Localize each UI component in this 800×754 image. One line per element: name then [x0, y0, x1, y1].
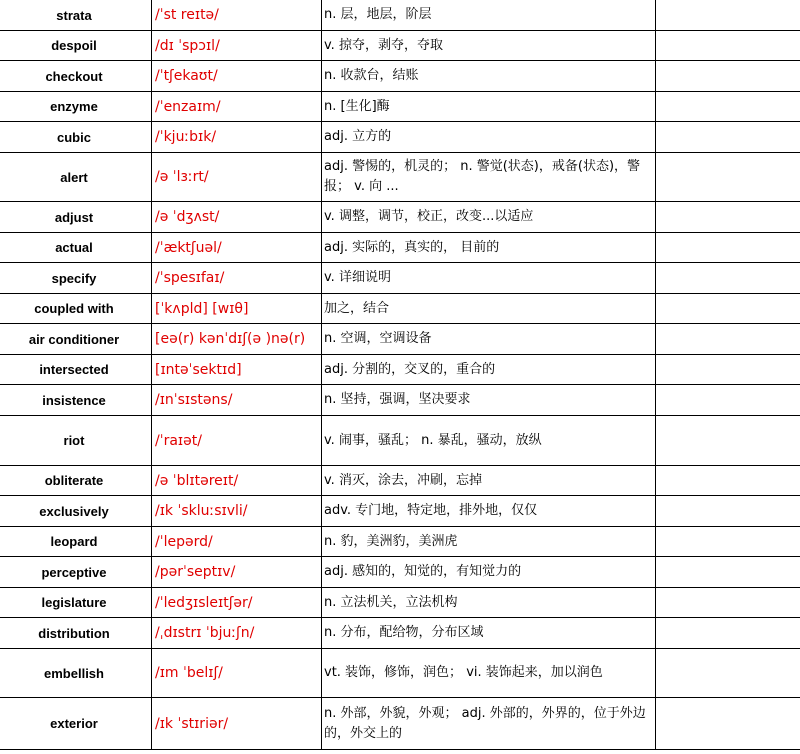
phonetic-cell: /ˌdɪstrɪ ˈbjuːʃn/ [152, 618, 322, 649]
definition-cell: 加之，结合 [322, 294, 656, 324]
empty-cell [656, 385, 800, 416]
phonetic-cell: /dɪ ˈspɔɪl/ [152, 31, 322, 61]
vocab-row [0, 557, 800, 588]
empty-cell [656, 416, 800, 466]
word-cell: insistence [0, 385, 152, 416]
definition-cell: v. 调整，调节，校正，改变...以适应 [322, 202, 656, 233]
word-cell: legislature [0, 588, 152, 618]
vocab-row [0, 324, 800, 355]
definition-cell: n. [生化]酶 [322, 92, 656, 122]
empty-cell [656, 496, 800, 527]
definition-cell: adj. 立方的 [322, 122, 656, 153]
empty-cell [656, 92, 800, 122]
phonetic-cell: /ˈledʒɪsleɪtʃər/ [152, 588, 322, 618]
definition-cell: n. 外部，外貌，外观； adj. 外部的，外界的，位于外边的，外交上的 [322, 698, 656, 750]
phonetic-cell: /ɪk ˈstɪriər/ [152, 698, 322, 750]
empty-cell [656, 233, 800, 263]
vocab-row [0, 233, 800, 263]
vocab-row [0, 294, 800, 324]
empty-cell [656, 122, 800, 153]
phonetic-cell: /ˈæktʃuəl/ [152, 233, 322, 263]
phonetic-cell: /ˈraɪət/ [152, 416, 322, 466]
phonetic-cell: /ə ˈlɜːrt/ [152, 153, 322, 202]
vocab-row [0, 92, 800, 122]
vocab-row [0, 202, 800, 233]
empty-cell [656, 153, 800, 202]
phonetic-cell: /ɪk ˈskluːsɪvli/ [152, 496, 322, 527]
vocab-row [0, 618, 800, 649]
vocab-row [0, 527, 800, 557]
word-cell: actual [0, 233, 152, 263]
definition-cell: n. 空调，空调设备 [322, 324, 656, 355]
empty-cell [656, 31, 800, 61]
phonetic-cell: [eə(r) kənˈdɪʃ(ə )nə(r) [152, 324, 322, 355]
empty-cell [656, 649, 800, 698]
definition-cell: v. 消灭，涂去，冲刷，忘掉 [322, 466, 656, 496]
word-cell: checkout [0, 61, 152, 92]
word-cell: embellish [0, 649, 152, 698]
word-cell: distribution [0, 618, 152, 649]
vocab-row [0, 31, 800, 61]
word-cell: riot [0, 416, 152, 466]
phonetic-cell: /ˈenzaɪm/ [152, 92, 322, 122]
vocab-row [0, 122, 800, 153]
definition-cell: v. 闹事，骚乱； n. 暴乱，骚动，放纵 [322, 416, 656, 466]
empty-cell [656, 324, 800, 355]
vocab-row [0, 698, 800, 750]
phonetic-cell: /ˈtʃekaʊt/ [152, 61, 322, 92]
empty-cell [656, 294, 800, 324]
word-cell: alert [0, 153, 152, 202]
word-cell: enzyme [0, 92, 152, 122]
definition-cell: vt. 装饰，修饰，润色； vi. 装饰起来，加以润色 [322, 649, 656, 698]
empty-cell [656, 618, 800, 649]
vocab-row [0, 385, 800, 416]
empty-cell [656, 557, 800, 588]
vocab-row [0, 496, 800, 527]
phonetic-cell: /ˈlepərd/ [152, 527, 322, 557]
definition-cell: n. 豹，美洲豹，美洲虎 [322, 527, 656, 557]
empty-cell [656, 0, 800, 31]
vocab-row [0, 416, 800, 466]
definition-cell: adj. 实际的，真实的， 目前的 [322, 233, 656, 263]
phonetic-cell: /ˈkjuːbɪk/ [152, 122, 322, 153]
empty-cell [656, 698, 800, 750]
word-cell: leopard [0, 527, 152, 557]
definition-cell: adj. 感知的，知觉的，有知觉力的 [322, 557, 656, 588]
word-cell: strata [0, 0, 152, 31]
phonetic-cell: [ˈkʌpld] [wɪθ] [152, 294, 322, 324]
vocab-row [0, 263, 800, 294]
definition-cell: n. 收款台，结账 [322, 61, 656, 92]
vocab-row [0, 649, 800, 698]
phonetic-cell: /ə ˈblɪtəreɪt/ [152, 466, 322, 496]
definition-cell: adj. 警惕的，机灵的； n. 警觉(状态)，戒备(状态)，警报； v. 向 ... [322, 153, 656, 202]
definition-cell: adv. 专门地，特定地，排外地，仅仅 [322, 496, 656, 527]
vocab-row [0, 588, 800, 618]
word-cell: cubic [0, 122, 152, 153]
empty-cell [656, 466, 800, 496]
phonetic-cell: /pərˈseptɪv/ [152, 557, 322, 588]
word-cell: intersected [0, 355, 152, 385]
definition-cell: v. 详细说明 [322, 263, 656, 294]
vocab-row [0, 153, 800, 202]
empty-cell [656, 527, 800, 557]
word-cell: despoil [0, 31, 152, 61]
vocab-row [0, 355, 800, 385]
word-cell: air conditioner [0, 324, 152, 355]
empty-cell [656, 588, 800, 618]
word-cell: coupled with [0, 294, 152, 324]
phonetic-cell: /ɪm ˈbelɪʃ/ [152, 649, 322, 698]
phonetic-cell: /ɪnˈsɪstəns/ [152, 385, 322, 416]
phonetic-cell: /ə ˈdʒʌst/ [152, 202, 322, 233]
vocab-row [0, 0, 800, 31]
empty-cell [656, 263, 800, 294]
word-cell: obliterate [0, 466, 152, 496]
vocab-row [0, 61, 800, 92]
word-cell: perceptive [0, 557, 152, 588]
empty-cell [656, 61, 800, 92]
definition-cell: n. 立法机关，立法机构 [322, 588, 656, 618]
empty-cell [656, 355, 800, 385]
word-cell: exclusively [0, 496, 152, 527]
phonetic-cell: /ˈst reɪtə/ [152, 0, 322, 31]
definition-cell: n. 坚持，强调，坚决要求 [322, 385, 656, 416]
definition-cell: n. 分布，配给物，分布区域 [322, 618, 656, 649]
definition-cell: v. 掠夺，剥夺，夺取 [322, 31, 656, 61]
phonetic-cell: [ɪntəˈsektɪd] [152, 355, 322, 385]
vocab-row [0, 466, 800, 496]
phonetic-cell: /ˈspesɪfaɪ/ [152, 263, 322, 294]
empty-cell [656, 202, 800, 233]
word-cell: adjust [0, 202, 152, 233]
word-cell: exterior [0, 698, 152, 750]
word-cell: specify [0, 263, 152, 294]
definition-cell: n. 层，地层，阶层 [322, 0, 656, 31]
definition-cell: adj. 分割的，交叉的，重合的 [322, 355, 656, 385]
